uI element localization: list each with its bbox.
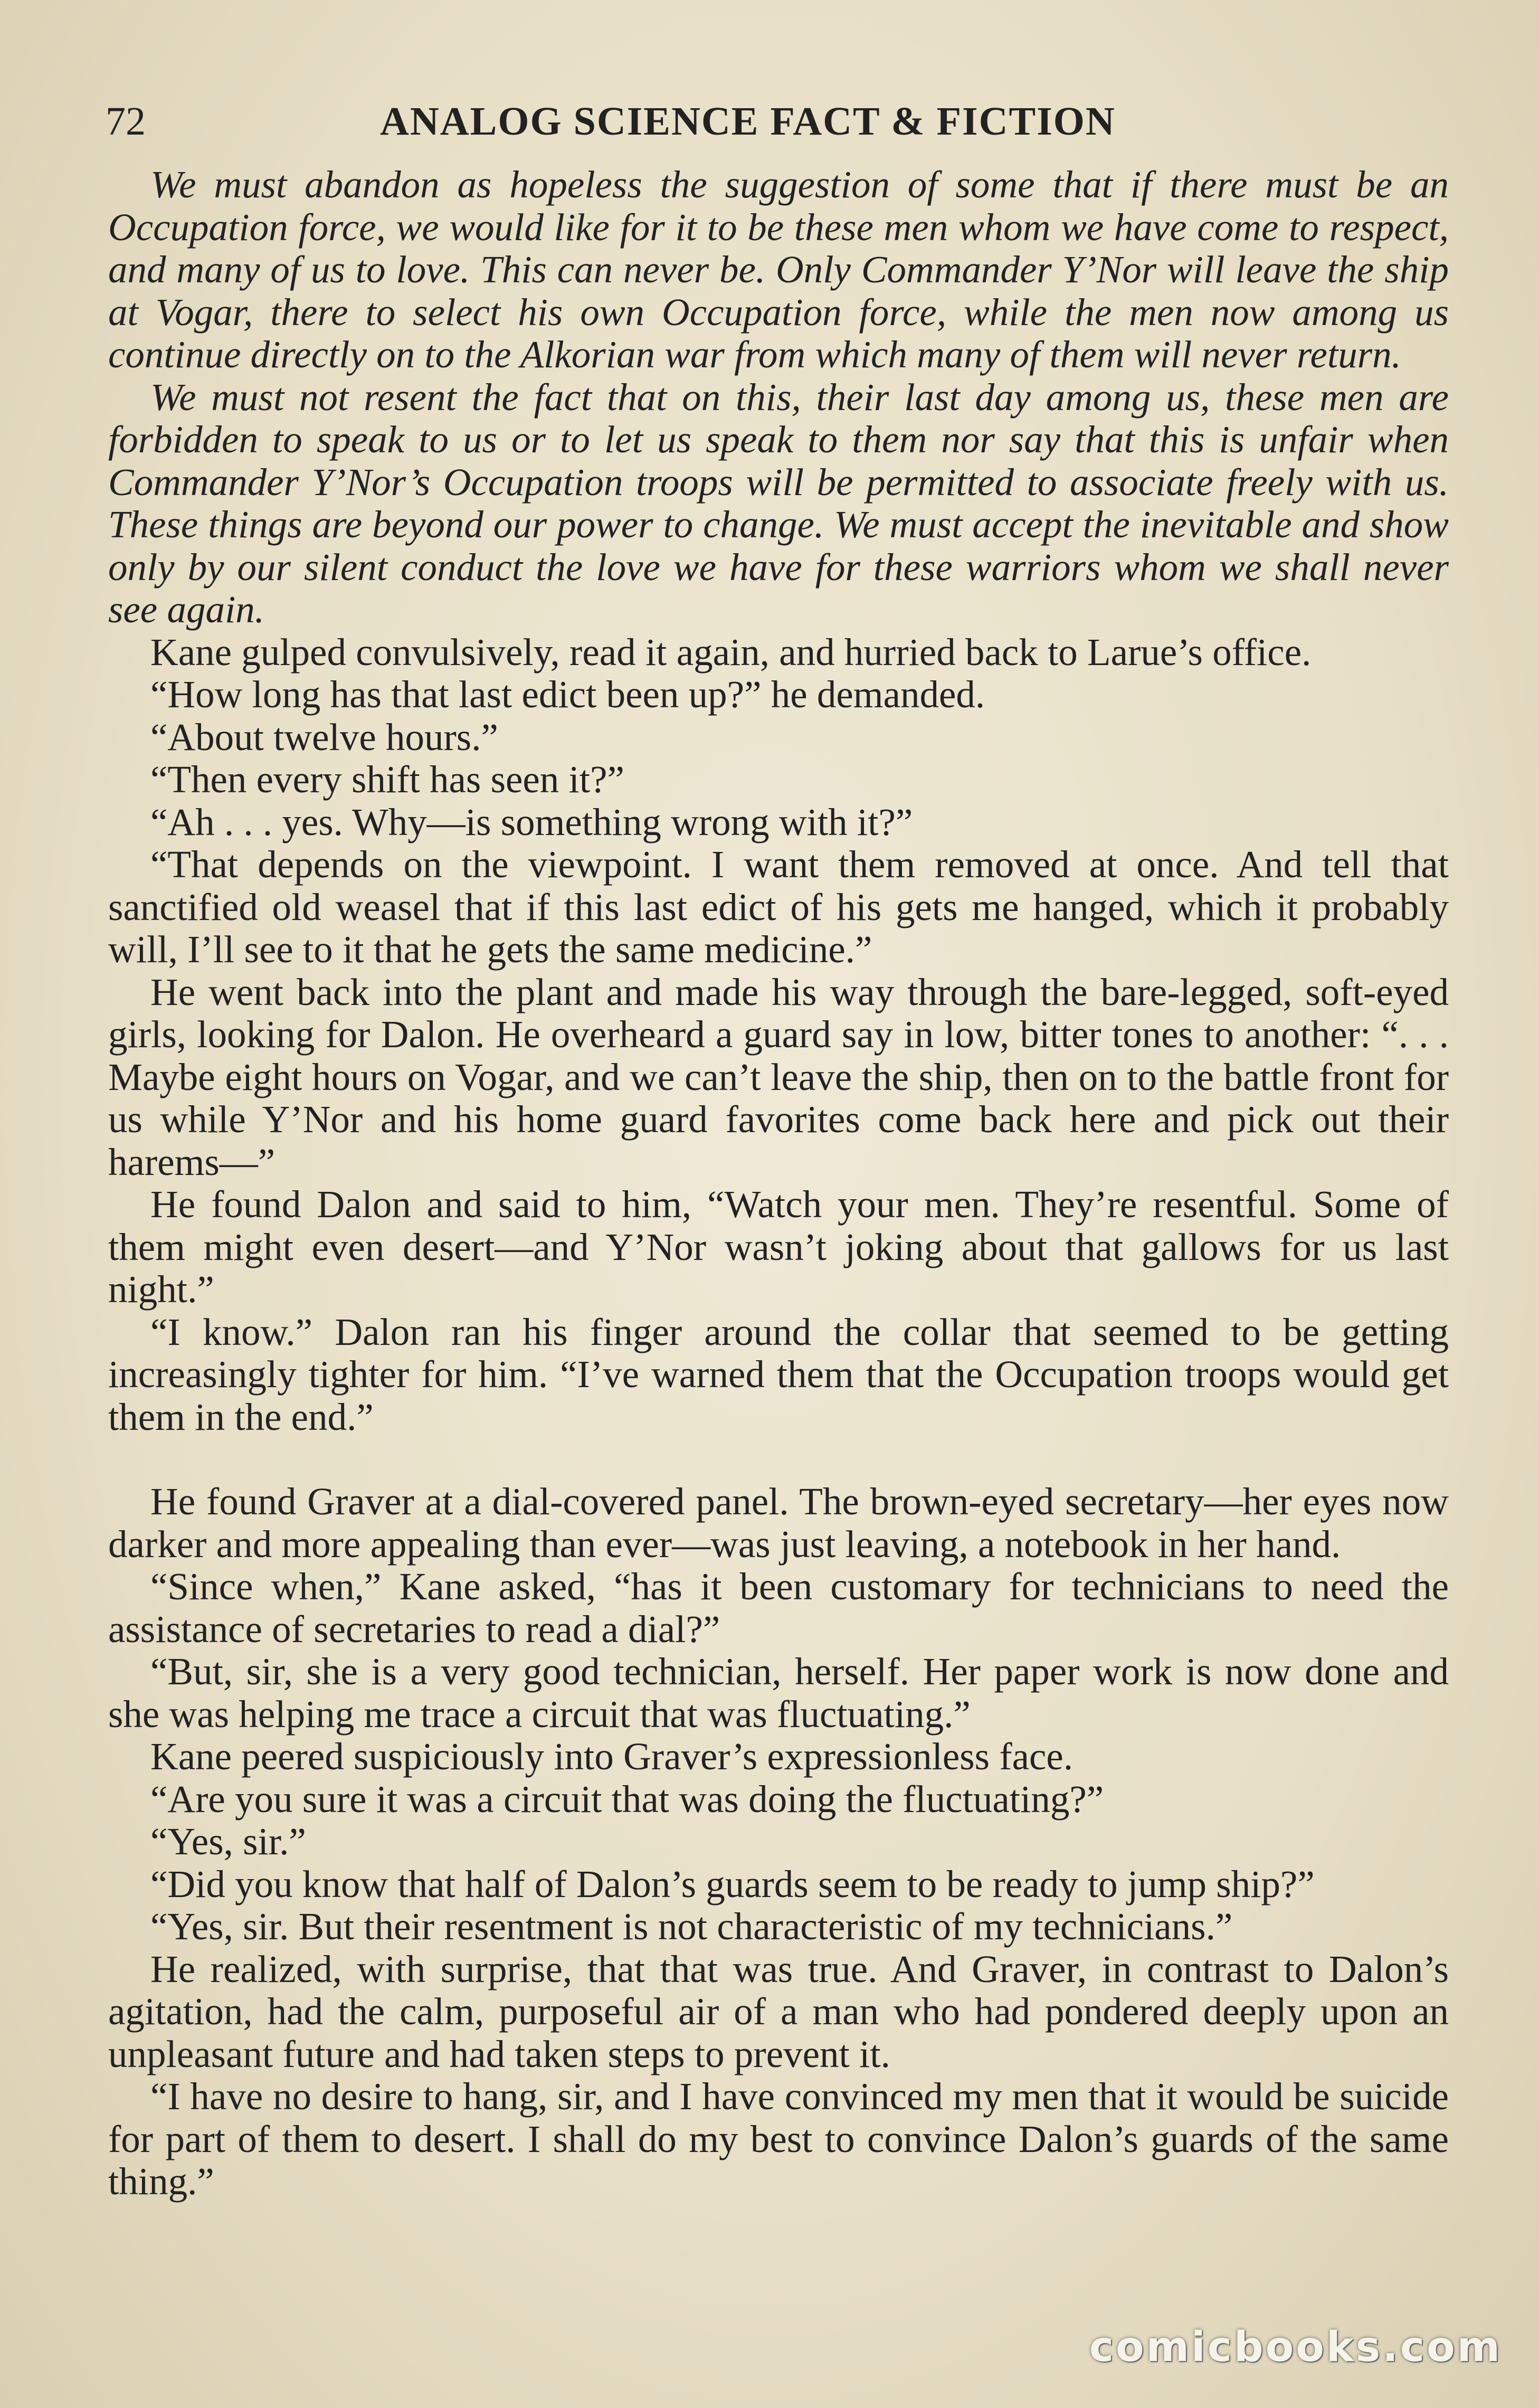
paragraph: “Yes, sir. But their resentment is not characteristic of my technicians.” [150,1905,1233,1948]
paragraph: “Are you sure it was a circuit that was doing the fluctuating?” [150,1777,1104,1821]
section-break [108,1438,1449,1481]
watermark-logo: comicbooks.com [1089,2324,1502,2371]
page-number: 72 [106,99,146,144]
paragraph: “That depends on the viewpoint. I want them removed at once. And tell that sanctified old weasel that if this last edict of his gets me hanged, which it probably will, I’ll see to it that he gets the same medicine.” [108,843,1449,971]
paragraph: “Since when,” Kane asked, “has it been customary for technicians to need the assistance of secretaries to read a dial?” [108,1565,1449,1651]
paragraph: “About twelve hours.” [150,715,498,759]
paragraph: We must abandon as hopeless the suggestion of some that if there must be an Occupation force, we would like for it to be these men whom we have come to respect, and many of us to love. This can never be. Only Commander Y’Nor will leave the ship at Vogar, there to select his own Occupation force, while the men now among us continue directly on to the Alkorian war from which many of them will never return. [108,163,1449,376]
paragraph: “Ah . . . yes. Why—is something wrong with it?” [150,800,913,843]
paragraph: “But, sir, she is a very good technician, herself. Her paper work is now done and she was helping me trace a circuit that was fluctuating.” [108,1650,1449,1736]
page-header [106,95,1446,148]
paragraph: “Then every shift has seen it?” [150,758,624,801]
paragraph: “Yes, sir.” [150,1820,306,1863]
paragraph: “I know.” Dalon ran his finger around the collar that seemed to be getting increasingly tighter for him. “I’ve warned them that the Occupation troops would get them in the end.” [108,1310,1449,1438]
paragraph: “Did you know that half of Dalon’s guards seem to be ready to jump ship?” [150,1862,1315,1905]
paragraph: He found Dalon and said to him, “Watch your men. They’re resentful. Some of them might even desert—and Y’Nor wasn’t joking about that gallows for us last night.” [108,1183,1449,1311]
paragraph: He realized, with surprise, that that was true. And Graver, in contrast to Dalon’s agitation, had the calm, purposeful air of a man who had pondered deeply upon an unpleasant future and had taken steps to prevent it. [108,1947,1449,2075]
paragraph: He found Graver at a dial-covered panel. The brown-eyed secretary—her eyes now darker and more appealing than ever—was just leaving, a notebook in her hand. [108,1480,1449,1566]
paragraph: “How long has that last edict been up?” he demanded. [150,673,985,716]
running-title: ANALOG SCIENCE FACT & FICTION [380,99,1116,144]
paragraph: Kane peered suspiciously into Graver’s expressionless face. [150,1735,1074,1778]
body-text [108,164,1449,2203]
paragraph: “I have no desire to hang, sir, and I have convinced my men that it would be suicide for part of them to desert. I shall do my best to convince Dalon’s guards of the same thing.” [108,2075,1449,2203]
paragraph: Kane gulped convulsively, read it again, and hurried back to Larue’s office. [150,630,1312,674]
paragraph: He went back into the plant and made his way through the bare-legged, soft-eyed girls, looking for Dalon. He overheard a guard say in low, bitter tones to another: “. . . Maybe eight hours on Vogar, and we can’t leave the ship, then on to the battle front for us while Y’Nor and his home guard favorites come back here and pick out their harems—” [108,970,1449,1183]
paragraph: We must not resent the fact that on this, their last day among us, these men are forbidden to speak to us or to let us speak to them nor say that this is unfair when Commander Y’Nor’s Occupation troops will be permitted to associate freely with us. These things are beyond our power to change. We must accept the inevitable and show only by our silent conduct the love we have for these warriors whom we shall never see again. [108,375,1449,631]
